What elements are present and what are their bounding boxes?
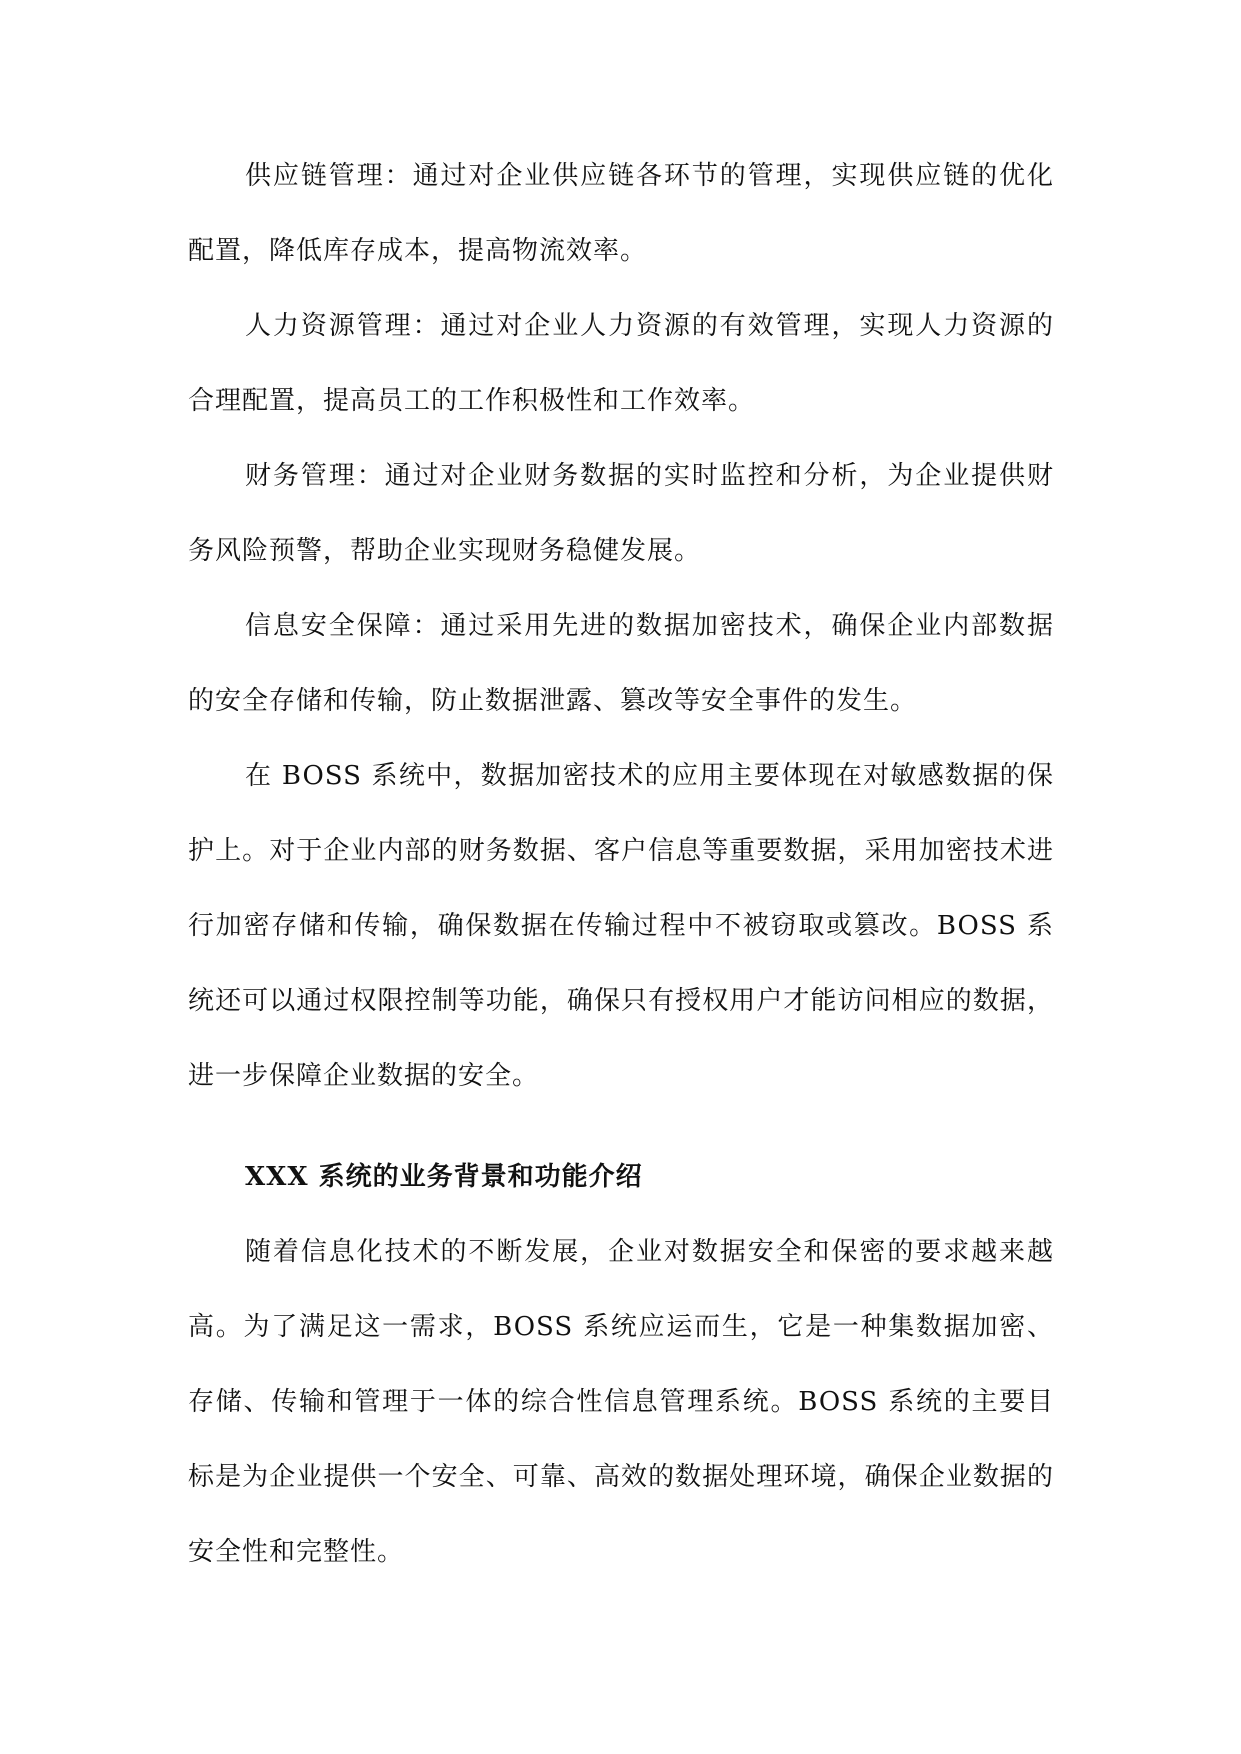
paragraph-supply-chain: 供应链管理：通过对企业供应链各环节的管理，实现供应链的优化配置，降低库存成本，提高物流效率。 [188, 161, 1054, 266]
document-body [188, 139, 1054, 1590]
paragraph-boss-encryption: 在 BOSS 系统中，数据加密技术的应用主要体现在对敏感数据的保护上。对于企业内部的财务数据、客户信息等重要数据，采用加密技术进行加密存储和传输，确保数据在传输过程中不被窃取或篡改。BOSS 系统还可以通过权限控制等功能，确保只有授权用户才能访问相应的数据，进一步保障企业数据的安全。 [188, 761, 1054, 1091]
section-heading: XXX 系统的业务背景和功能介绍 [245, 1162, 643, 1192]
paragraph-finance: 财务管理：通过对企业财务数据的实时监控和分析，为企业提供财务风险预警，帮助企业实现财务稳健发展。 [188, 461, 1054, 566]
paragraph-information-security: 信息安全保障：通过采用先进的数据加密技术，确保企业内部数据的安全存储和传输，防止数据泄露、篡改等安全事件的发生。 [188, 611, 1054, 716]
paragraph-human-resources: 人力资源管理：通过对企业人力资源的有效管理，实现人力资源的合理配置，提高员工的工作积极性和工作效率。 [188, 311, 1054, 416]
paragraph-background: 随着信息化技术的不断发展，企业对数据安全和保密的要求越来越高。为了满足这一需求，BOSS 系统应运而生，它是一种集数据加密、存储、传输和管理于一体的综合性信息管理系统。BOSS 系统的主要目标是为企业提供一个安全、可靠、高效的数据处理环境，确保企业数据的安全性和完整性。 [188, 1237, 1054, 1567]
